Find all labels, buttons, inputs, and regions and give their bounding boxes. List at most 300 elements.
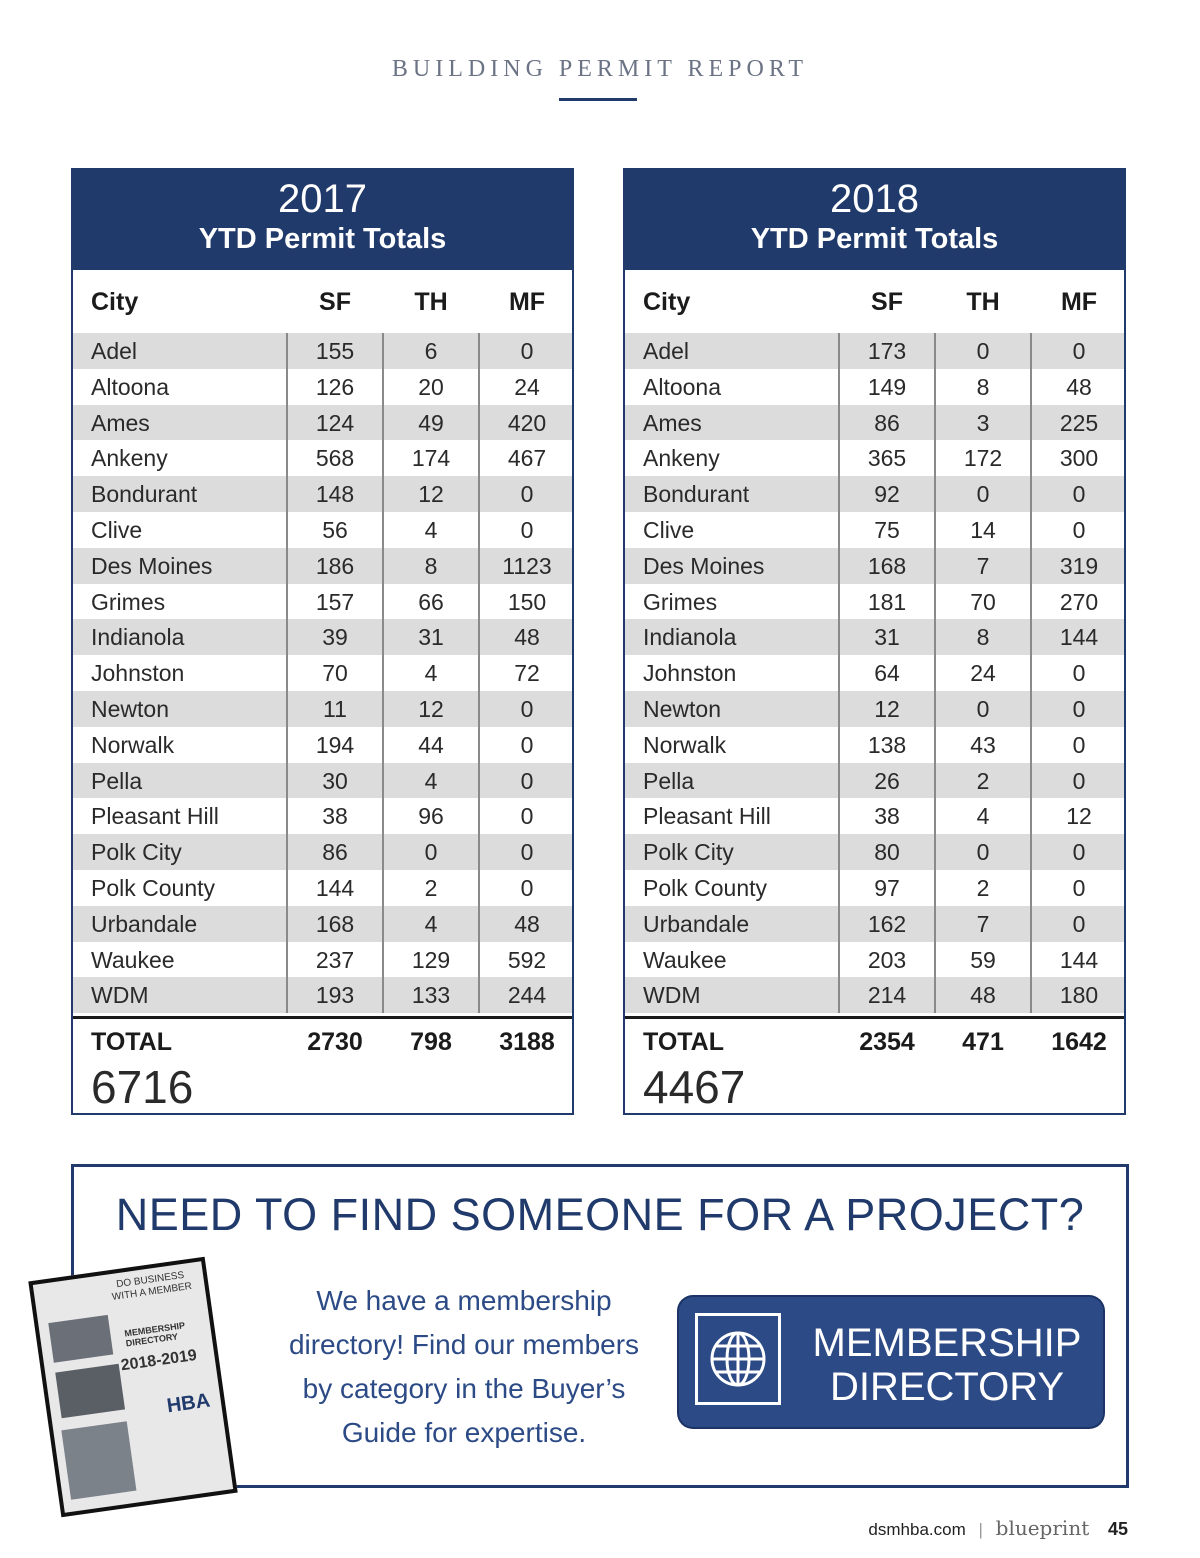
cell-sf: 39 xyxy=(322,624,348,651)
cell-city: Waukee xyxy=(643,946,727,973)
column-divider xyxy=(382,440,384,476)
cell-city: Ankeny xyxy=(91,445,168,472)
col-th: TH xyxy=(414,288,448,316)
cell-mf: 0 xyxy=(1072,839,1086,866)
column-divider xyxy=(838,655,840,691)
cell-sf: 86 xyxy=(322,839,348,866)
column-divider xyxy=(838,906,840,942)
column-divider xyxy=(1030,691,1032,727)
column-divider xyxy=(478,691,480,727)
column-divider xyxy=(478,942,480,978)
column-divider xyxy=(286,619,288,655)
cell-city: Indianola xyxy=(91,624,185,651)
column-divider xyxy=(1030,798,1032,834)
column-divider xyxy=(838,977,840,1013)
column-divider xyxy=(382,405,384,441)
cell-sf: 126 xyxy=(315,373,355,400)
cell-mf: 0 xyxy=(1072,516,1086,543)
column-divider xyxy=(1030,584,1032,620)
footer-brand: blueprint xyxy=(995,1516,1090,1540)
column-divider xyxy=(286,870,288,906)
column-divider xyxy=(934,584,936,620)
footer-site: dsmhba.com xyxy=(868,1520,966,1539)
cell-sf: 214 xyxy=(867,982,907,1009)
column-divider xyxy=(934,369,936,405)
column-divider xyxy=(382,548,384,584)
cell-sf: 194 xyxy=(315,731,355,758)
column-headers xyxy=(625,288,1124,324)
column-divider xyxy=(286,440,288,476)
cell-city: WDM xyxy=(643,982,701,1009)
cell-city: Polk County xyxy=(91,874,216,901)
cell-th: 3 xyxy=(976,409,990,436)
footer-separator: | xyxy=(978,1520,983,1539)
cell-th: 44 xyxy=(418,731,444,758)
total-label: TOTAL xyxy=(643,1028,725,1056)
column-divider xyxy=(382,798,384,834)
cell-sf: 26 xyxy=(874,767,900,794)
column-divider xyxy=(838,942,840,978)
cell-city: Polk City xyxy=(643,839,734,866)
column-divider xyxy=(934,834,936,870)
cell-th: 133 xyxy=(411,982,451,1009)
cell-city: Altoona xyxy=(643,373,722,400)
column-divider xyxy=(934,977,936,1013)
cell-city: Urbandale xyxy=(91,910,198,937)
cell-mf: 0 xyxy=(520,839,534,866)
table-row xyxy=(73,512,572,548)
column-divider xyxy=(286,584,288,620)
permit-table-2017 xyxy=(71,168,574,1115)
cell-sf: 181 xyxy=(867,588,907,615)
brochure-directory: MEMBERSHIP DIRECTORY xyxy=(123,1320,186,1349)
cell-th: 6 xyxy=(424,338,438,364)
cell-sf: 203 xyxy=(867,946,907,973)
table-row xyxy=(625,619,1124,655)
table-row xyxy=(625,476,1124,512)
cell-th: 70 xyxy=(970,588,996,615)
column-divider xyxy=(838,798,840,834)
membership-directory-label: MEMBERSHIP DIRECTORY xyxy=(812,1321,1082,1409)
column-divider xyxy=(934,870,936,906)
cell-th: 48 xyxy=(970,982,996,1009)
column-divider xyxy=(286,333,288,369)
cell-mf: 150 xyxy=(507,588,547,615)
column-divider xyxy=(286,691,288,727)
brochure-photo xyxy=(48,1315,113,1363)
column-divider xyxy=(838,548,840,584)
column-divider xyxy=(286,977,288,1013)
cell-mf: 0 xyxy=(520,338,534,364)
table-row xyxy=(625,906,1124,942)
table-row xyxy=(625,369,1124,405)
cell-mf: 420 xyxy=(507,409,547,436)
cell-city: Bondurant xyxy=(643,481,750,508)
column-divider xyxy=(838,512,840,548)
column-divider xyxy=(382,691,384,727)
total-divider xyxy=(73,1016,572,1019)
table-row xyxy=(73,763,572,799)
cell-th: 14 xyxy=(970,516,996,543)
table-row xyxy=(73,333,572,369)
cell-sf: 30 xyxy=(322,767,348,794)
cell-mf: 244 xyxy=(507,982,547,1009)
column-divider xyxy=(286,405,288,441)
table-row xyxy=(73,942,572,978)
cell-mf: 144 xyxy=(1059,946,1099,973)
cell-th: 0 xyxy=(424,839,438,866)
cell-th: 20 xyxy=(418,373,444,400)
table-body xyxy=(73,333,572,1013)
column-divider xyxy=(478,548,480,584)
cell-th: 0 xyxy=(976,481,990,508)
table-row xyxy=(625,691,1124,727)
column-divider xyxy=(934,763,936,799)
column-divider xyxy=(1030,727,1032,763)
total-divider xyxy=(625,1016,1124,1019)
cell-city: Waukee xyxy=(91,946,175,973)
column-divider xyxy=(286,834,288,870)
cell-th: 4 xyxy=(976,803,990,830)
panel-header xyxy=(73,170,572,270)
table-row xyxy=(625,333,1124,369)
cell-th: 0 xyxy=(976,338,990,364)
cell-sf: 193 xyxy=(315,982,355,1009)
cell-mf: 180 xyxy=(1059,982,1099,1009)
cell-mf: 48 xyxy=(1066,373,1092,400)
column-divider xyxy=(934,727,936,763)
column-divider xyxy=(286,727,288,763)
page-number: 45 xyxy=(1107,1519,1128,1539)
cell-sf: 31 xyxy=(874,624,900,651)
cell-city: Des Moines xyxy=(91,552,213,579)
column-divider xyxy=(286,476,288,512)
table-row xyxy=(73,655,572,691)
cell-sf: 12 xyxy=(874,695,900,722)
cell-mf: 300 xyxy=(1059,445,1099,472)
cell-mf: 0 xyxy=(1072,910,1086,937)
total-mf: 1642 xyxy=(1051,1028,1107,1056)
cell-mf: 0 xyxy=(520,516,534,543)
cell-mf: 144 xyxy=(1059,624,1099,651)
cell-sf: 568 xyxy=(315,445,355,472)
column-divider xyxy=(1030,977,1032,1013)
column-divider xyxy=(838,476,840,512)
table-row xyxy=(73,548,572,584)
table-row xyxy=(73,906,572,942)
column-divider xyxy=(934,942,936,978)
column-divider xyxy=(478,440,480,476)
cell-sf: 124 xyxy=(315,409,355,436)
table-row xyxy=(73,619,572,655)
column-divider xyxy=(382,977,384,1013)
column-divider xyxy=(382,727,384,763)
column-divider xyxy=(838,440,840,476)
column-divider xyxy=(934,691,936,727)
column-divider xyxy=(1030,548,1032,584)
cell-city: Grimes xyxy=(643,588,718,615)
column-divider xyxy=(934,333,936,369)
cell-th: 43 xyxy=(970,731,996,758)
column-divider xyxy=(478,584,480,620)
cell-sf: 92 xyxy=(874,481,900,508)
col-city: City xyxy=(643,288,691,316)
cell-city: Altoona xyxy=(91,373,170,400)
panel-subtitle: YTD Permit Totals xyxy=(198,223,447,255)
brochure-photo xyxy=(61,1421,136,1500)
column-divider xyxy=(382,942,384,978)
cell-th: 174 xyxy=(411,445,451,472)
column-divider xyxy=(478,476,480,512)
column-divider xyxy=(1030,906,1032,942)
column-headers xyxy=(73,288,572,324)
cell-th: 24 xyxy=(970,660,996,687)
cell-th: 12 xyxy=(418,481,444,508)
cell-th: 2 xyxy=(976,874,990,901)
cell-th: 8 xyxy=(976,373,990,400)
cell-th: 0 xyxy=(976,839,990,866)
cell-mf: 0 xyxy=(520,695,534,722)
permit-table-2018 xyxy=(623,168,1126,1115)
column-divider xyxy=(478,405,480,441)
column-divider xyxy=(478,512,480,548)
column-divider xyxy=(934,440,936,476)
table-row xyxy=(625,512,1124,548)
table-row xyxy=(625,440,1124,476)
cell-th: 49 xyxy=(418,409,444,436)
table-row xyxy=(625,584,1124,620)
brochure-year: 2018-2019 xyxy=(119,1346,198,1375)
grand-total: 4467 xyxy=(643,1061,746,1113)
column-divider xyxy=(478,763,480,799)
cell-th: 8 xyxy=(976,624,990,651)
table-body xyxy=(625,333,1124,1013)
column-divider xyxy=(286,942,288,978)
cell-sf: 365 xyxy=(867,445,907,472)
cell-sf: 157 xyxy=(315,588,355,615)
cell-city: Norwalk xyxy=(91,731,175,758)
cell-city: Des Moines xyxy=(643,552,765,579)
table-row xyxy=(73,798,572,834)
column-divider xyxy=(1030,870,1032,906)
cell-th: 8 xyxy=(424,552,438,579)
column-divider xyxy=(382,369,384,405)
column-divider xyxy=(1030,763,1032,799)
table-row xyxy=(625,870,1124,906)
cell-th: 12 xyxy=(418,695,444,722)
cell-sf: 86 xyxy=(874,409,900,436)
cell-sf: 138 xyxy=(867,731,907,758)
column-divider xyxy=(478,727,480,763)
column-divider xyxy=(478,333,480,369)
cell-mf: 0 xyxy=(520,731,534,758)
cell-city: Newton xyxy=(643,695,721,722)
table-row xyxy=(625,655,1124,691)
membership-directory-button[interactable] xyxy=(679,1297,1103,1427)
cell-sf: 38 xyxy=(322,803,348,830)
cell-sf: 97 xyxy=(874,874,900,901)
cell-mf: 0 xyxy=(1072,695,1086,722)
cell-city: Ames xyxy=(643,409,702,436)
cell-sf: 173 xyxy=(867,338,907,364)
total-th: 471 xyxy=(962,1028,1004,1056)
total-mf: 3188 xyxy=(499,1028,555,1056)
column-divider xyxy=(934,512,936,548)
cell-city: Bondurant xyxy=(91,481,198,508)
column-divider xyxy=(838,691,840,727)
cell-sf: 38 xyxy=(874,803,900,830)
column-divider xyxy=(478,619,480,655)
column-divider xyxy=(286,798,288,834)
column-divider xyxy=(478,369,480,405)
column-divider xyxy=(838,834,840,870)
column-divider xyxy=(1030,512,1032,548)
cell-city: Norwalk xyxy=(643,731,727,758)
hba-logo: HBA xyxy=(165,1389,212,1418)
cell-city: Adel xyxy=(91,338,138,364)
cell-city: Johnston xyxy=(643,660,737,687)
cell-th: 66 xyxy=(418,588,444,615)
cell-th: 4 xyxy=(424,516,438,543)
column-divider xyxy=(286,369,288,405)
panel-header xyxy=(625,170,1124,270)
column-divider xyxy=(1030,440,1032,476)
cell-sf: 237 xyxy=(315,946,355,973)
column-divider xyxy=(838,369,840,405)
column-divider xyxy=(1030,405,1032,441)
table-row xyxy=(625,727,1124,763)
cell-mf: 24 xyxy=(514,373,540,400)
cell-city: Grimes xyxy=(91,588,166,615)
column-divider xyxy=(838,763,840,799)
cell-th: 7 xyxy=(976,552,990,579)
table-row xyxy=(73,727,572,763)
promo-title: NEED TO FIND SOMEONE FOR A PROJECT? xyxy=(115,1189,1085,1240)
table-row xyxy=(625,977,1124,1013)
table-row xyxy=(73,369,572,405)
cell-mf: 0 xyxy=(1072,481,1086,508)
column-divider xyxy=(286,906,288,942)
cell-mf: 0 xyxy=(1072,660,1086,687)
column-divider xyxy=(382,906,384,942)
cell-mf: 467 xyxy=(507,445,547,472)
panel-subtitle: YTD Permit Totals xyxy=(750,223,999,255)
cell-mf: 72 xyxy=(514,660,540,687)
table-row xyxy=(625,405,1124,441)
column-divider xyxy=(1030,369,1032,405)
cell-city: Polk City xyxy=(91,839,182,866)
cell-mf: 0 xyxy=(520,874,534,901)
column-divider xyxy=(838,727,840,763)
column-divider xyxy=(382,476,384,512)
cell-mf: 592 xyxy=(507,946,547,973)
grand-total: 6716 xyxy=(91,1061,194,1113)
table-row xyxy=(73,870,572,906)
cell-city: Johnston xyxy=(91,660,185,687)
column-divider xyxy=(382,763,384,799)
cell-mf: 12 xyxy=(1066,803,1092,830)
column-divider xyxy=(1030,619,1032,655)
cell-sf: 144 xyxy=(315,874,355,901)
table-row xyxy=(625,834,1124,870)
cell-sf: 80 xyxy=(874,839,900,866)
cell-th: 129 xyxy=(411,946,451,973)
cell-mf: 0 xyxy=(1072,731,1086,758)
col-mf: MF xyxy=(1060,288,1098,316)
cell-sf: 148 xyxy=(315,481,355,508)
column-divider xyxy=(934,548,936,584)
cell-mf: 319 xyxy=(1059,552,1099,579)
cell-sf: 162 xyxy=(867,910,907,937)
cell-mf: 0 xyxy=(520,481,534,508)
cell-city: Pleasant Hill xyxy=(643,803,771,830)
cell-sf: 168 xyxy=(867,552,907,579)
cell-mf: 48 xyxy=(514,910,540,937)
cell-city: Pella xyxy=(91,767,143,794)
column-divider xyxy=(934,405,936,441)
cell-city: Newton xyxy=(91,695,169,722)
cell-th: 31 xyxy=(418,624,444,651)
column-divider xyxy=(382,512,384,548)
column-divider xyxy=(1030,333,1032,369)
column-divider xyxy=(838,333,840,369)
column-divider xyxy=(1030,834,1032,870)
column-divider xyxy=(478,798,480,834)
cell-city: Indianola xyxy=(643,624,737,651)
column-divider xyxy=(286,763,288,799)
cell-th: 96 xyxy=(418,803,444,830)
cell-th: 2 xyxy=(424,874,438,901)
col-th: TH xyxy=(966,288,1000,316)
promo-text: We have a membership directory! Find our members by category in the Buyer’s Guide for expertise. xyxy=(288,1285,640,1448)
cell-mf: 270 xyxy=(1059,588,1099,615)
cell-city: Pleasant Hill xyxy=(91,803,219,830)
cell-mf: 0 xyxy=(1072,767,1086,794)
column-divider xyxy=(934,798,936,834)
cell-city: Ankeny xyxy=(643,445,720,472)
column-divider xyxy=(838,619,840,655)
column-divider xyxy=(382,870,384,906)
total-sf: 2730 xyxy=(307,1028,363,1056)
brochure-photo xyxy=(55,1364,125,1418)
cell-sf: 64 xyxy=(874,660,900,687)
cell-sf: 149 xyxy=(867,373,907,400)
table-row xyxy=(625,548,1124,584)
col-sf: SF xyxy=(871,288,903,316)
cell-mf: 48 xyxy=(514,624,540,651)
column-divider xyxy=(1030,942,1032,978)
cell-sf: 155 xyxy=(315,338,355,364)
table-row xyxy=(625,798,1124,834)
cell-city: Polk County xyxy=(643,874,768,901)
brochure-tagline: DO BUSINESS WITH A MEMBER xyxy=(111,1269,193,1303)
column-divider xyxy=(286,512,288,548)
directory-brochure xyxy=(28,1257,237,1517)
column-divider xyxy=(478,977,480,1013)
column-divider xyxy=(1030,476,1032,512)
cell-mf: 0 xyxy=(520,767,534,794)
cell-th: 4 xyxy=(424,660,438,687)
table-row xyxy=(73,440,572,476)
cell-th: 59 xyxy=(970,946,996,973)
cell-mf: 225 xyxy=(1059,409,1099,436)
cell-sf: 70 xyxy=(322,660,348,687)
cell-sf: 56 xyxy=(322,516,348,543)
cell-th: 7 xyxy=(976,910,990,937)
column-divider xyxy=(382,834,384,870)
table-row xyxy=(73,977,572,1013)
column-divider xyxy=(838,405,840,441)
